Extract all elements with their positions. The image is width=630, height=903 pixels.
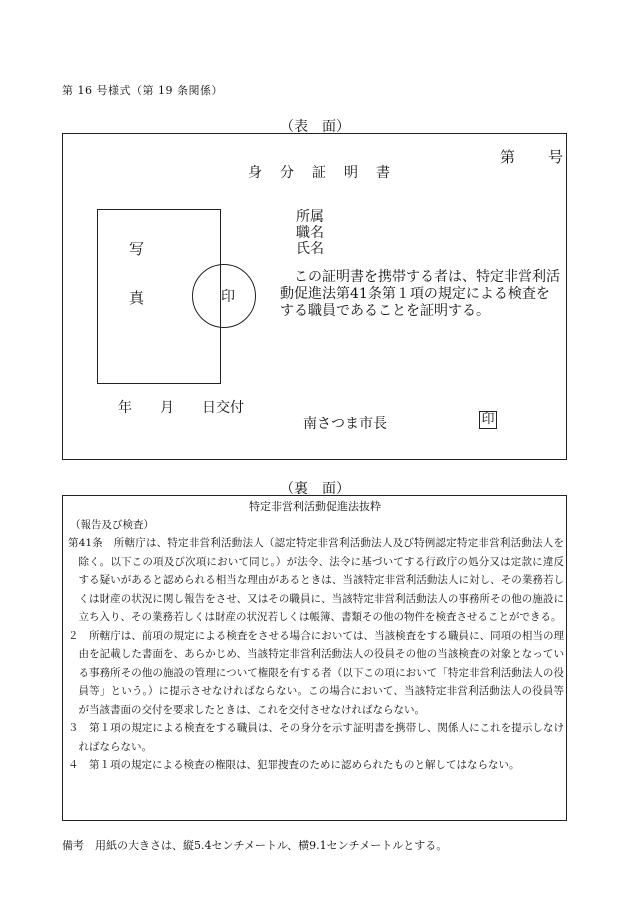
number-prefix: 第 bbox=[500, 148, 516, 166]
law-article-41: 第41条 所轄庁は、特定非営利活動法人（認定特定非営利活動法人及び特例認定特定非営利活動法人を除く。以下この項及び次項において同じ。）が法令、法令に基づいてする行政庁の処分又は定款に違反する疑いがあると認められる相当な理由があるときは、当該特定非営利活動法人に対し、その業務若しくは財産の状況に関し報告をさせ、又はその職員に、当該特定非営利活動法人の事務所その他の施設に立ち入り、その業務若しくは財産の状況若しくは帳簿、書類その他の物件を検査させることができる。 bbox=[68, 537, 564, 623]
law-paragraph-2: ２ 所轄庁は、前項の規定による検査をさせる場合においては、当該検査をする職員に、同項の相当の理由を記載した書面を、あらかじめ、当該特定非営利活動法人の役員その他の当該検査の対象となっている事務所その他の施設の管理について権限を有する者（以下この項において「特定非営利活動法人の役員等」という。）に提示させなければならない。この場合において、当該特定非営利活動法人の役員等が当該書面の交付を要求したときは、これを交付させなければならない。 bbox=[68, 629, 564, 716]
field-affiliation: 所属 bbox=[296, 209, 324, 225]
law-title: 特定非営利活動促進法抜粋 bbox=[249, 500, 381, 513]
certification-text: この証明書を携帯する者は、特定非営利活動促進法第41条第１項の規定による検査をする職員であることを証明する。 bbox=[280, 269, 560, 319]
back-side-label: （裏 面） bbox=[280, 481, 350, 497]
form-number-title: 第 16 号様式（第 19 条関係） bbox=[62, 84, 223, 97]
section-heading: （報告及び検査） bbox=[70, 519, 154, 531]
number-suffix: 号 bbox=[548, 148, 564, 166]
field-job-title: 職名 bbox=[296, 225, 324, 241]
issuer-stamp: 印 bbox=[479, 411, 497, 429]
law-paragraph-4: ４ 第１項の規定による検査の権限は、犯罪捜査のために認められたものと解してはならない。 bbox=[68, 759, 520, 771]
document-title: 身分証明書 bbox=[248, 165, 408, 181]
photo-char-2: 真 bbox=[129, 289, 145, 307]
law-paragraph-3: ３ 第１項の規定による検査をする職員は、その身分を示す証明書を携帯し、関係人にこれを提示しなければならない。 bbox=[68, 722, 564, 753]
law-body bbox=[68, 534, 564, 775]
field-name: 氏名 bbox=[296, 241, 324, 257]
seal-char: 印 bbox=[221, 289, 235, 305]
remark: 備考 用紙の大きさは、縦5.4センチメートル、横9.1センチメートルとする。 bbox=[62, 839, 448, 852]
photo-char-1: 写 bbox=[129, 240, 145, 258]
issue-date: 年 月 日交付 bbox=[118, 400, 244, 416]
front-side-label: （表 面） bbox=[280, 119, 350, 135]
issuer-name: 南さつま市長 bbox=[303, 416, 387, 432]
